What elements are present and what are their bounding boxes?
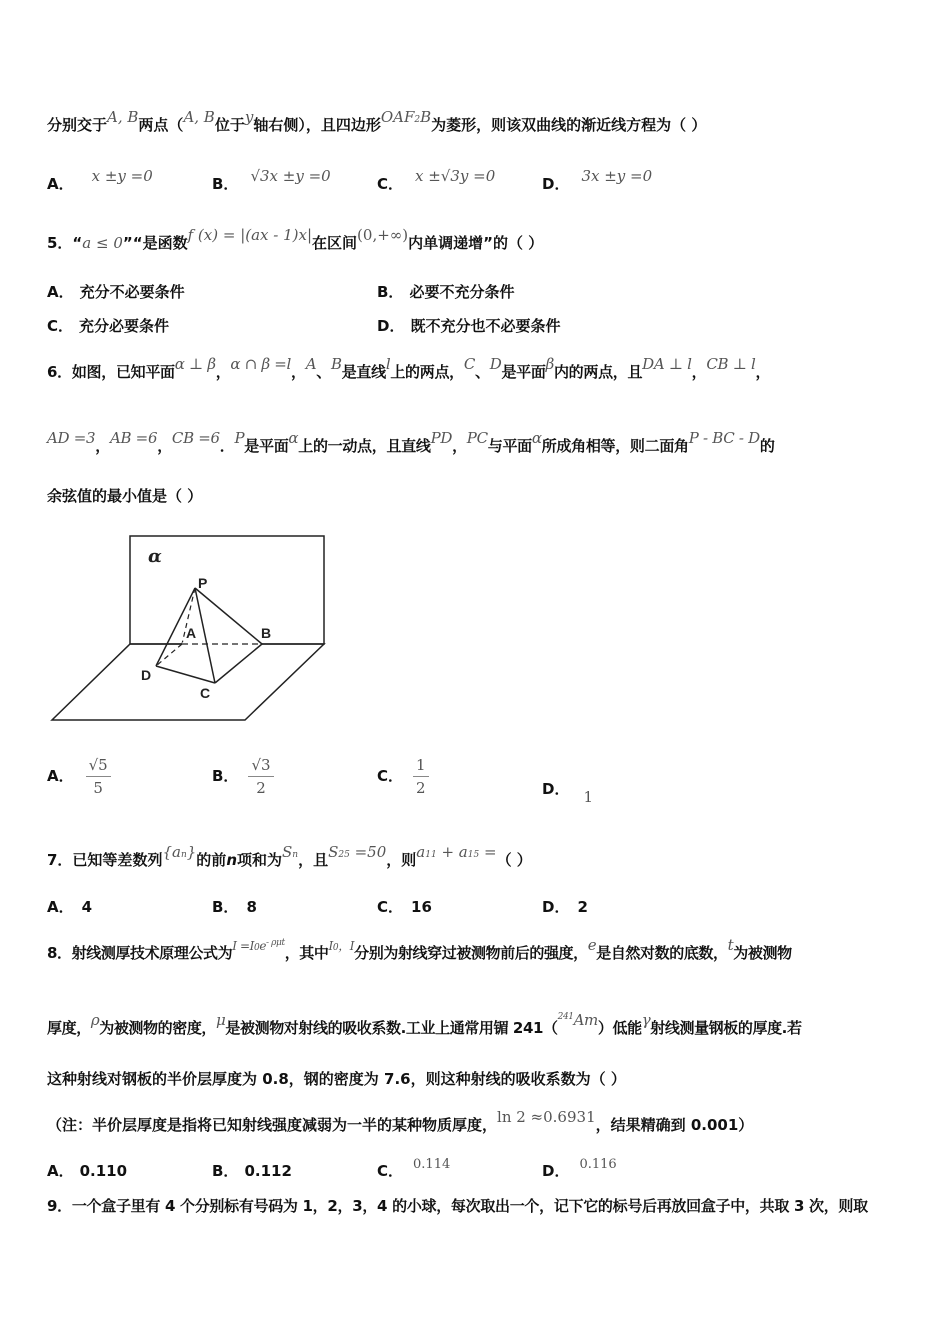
label-d: D (141, 667, 152, 683)
edge-dc (156, 666, 215, 683)
option-label: A． (47, 898, 74, 916)
q6-math: P (234, 429, 245, 447)
option-fraction (413, 756, 429, 797)
q6-math: A (305, 355, 317, 373)
q6-math: B (331, 355, 342, 373)
q6-text: 上的一动点，且直线 (298, 437, 431, 455)
q6-text: 6．如图，已知平面 (47, 363, 175, 381)
q6-math: CB ⊥ l (706, 355, 756, 373)
q6-text: ， (452, 437, 467, 455)
q5-math-interval: (0,+∞) (357, 226, 409, 244)
q8-math-formula (232, 939, 284, 953)
q4-text: 分别交于 (47, 116, 108, 134)
q6-math: α (288, 429, 299, 447)
option-label: C． (47, 317, 74, 335)
math-part: Am (573, 1011, 598, 1029)
q7-math-sum (416, 843, 496, 861)
q6-text: 是直线 (341, 363, 386, 381)
math-sub: n (180, 850, 187, 860)
q8-math: ρ (90, 1011, 100, 1029)
q6-text: ， (215, 363, 231, 381)
q4-text: 两点（ (138, 116, 184, 134)
q4-math-quad (381, 108, 431, 126)
q6-math: P - BC - D (688, 429, 760, 447)
q6-math: β (545, 355, 554, 373)
math-sup: - ρμt (266, 938, 285, 948)
q7-math-seq (162, 843, 196, 861)
q6-math: α ∩ β =l (230, 355, 292, 373)
q8-option-b[interactable] (212, 1160, 292, 1181)
q4-text: 位于 (214, 116, 245, 134)
q8-text: 为被测物的密度， (99, 1019, 217, 1037)
fraction-denominator: 5 (93, 779, 103, 797)
label-b: B (261, 625, 272, 641)
q8-math: t (727, 936, 734, 954)
math-sub: n (292, 850, 299, 860)
fraction-denominator: 2 (416, 779, 426, 797)
q8-math-i (329, 939, 355, 953)
q7-text: 7．已知等差数列 (47, 851, 163, 869)
option-text: 0.112 (244, 1162, 292, 1180)
q6-text: 所成角相等，则二面角 (541, 437, 689, 455)
option-text: 既不充分也不必要条件 (410, 317, 561, 335)
q8-text: 8．射线测厚技术原理公式为 (47, 944, 233, 962)
q8-text: 分别为射线穿过被测物前后的强度， (354, 944, 588, 962)
option-math: 0.116 (579, 1157, 617, 1172)
q5-math: a ≤ 0 (82, 234, 123, 252)
math-part: {a (162, 843, 181, 861)
q7-text: ，则 (386, 851, 417, 869)
q6-text: 、 (475, 363, 490, 381)
q7-option-d[interactable] (542, 896, 588, 917)
math-part: I =I (232, 939, 254, 953)
option-math: 3x ±y =0 (581, 167, 653, 185)
q6-text: ， (291, 363, 306, 381)
q5-text: 在区间 (312, 234, 358, 252)
math-part: + a (436, 843, 468, 861)
option-text: 4 (81, 898, 93, 916)
option-label: D． (542, 780, 570, 798)
q5-option-c[interactable] (47, 315, 169, 336)
math-part: S (328, 843, 339, 861)
q4-math-sub: 2 (414, 115, 421, 125)
q4-math-part: B (420, 108, 432, 126)
q8-math: e (587, 936, 597, 954)
q6-math: C (463, 355, 476, 373)
option-label: B． (212, 767, 239, 785)
q6-text: 的 (759, 437, 775, 455)
option-math: x ±√3y =0 (415, 167, 496, 185)
q8-text: ）低能 (597, 1019, 642, 1037)
option-math: x ±y =0 (91, 167, 153, 185)
q5-text: 内单调递增”的（ ） (408, 234, 544, 252)
option-label: C． (377, 898, 404, 916)
q4-math-ab: A, B (107, 108, 139, 126)
q4-option-a[interactable] (47, 167, 153, 194)
q6-stem-line-1 (47, 355, 771, 382)
label-p: P (198, 575, 208, 591)
option-fraction (248, 756, 273, 797)
q8-note-line (47, 1108, 754, 1135)
q4-stem-line (47, 108, 707, 135)
q4-math-ab: A, B (183, 108, 215, 126)
q5-text: 5．“ (47, 234, 83, 252)
math-part: e (259, 939, 267, 953)
option-math: 0.114 (413, 1157, 451, 1172)
q7-text: 的前 (196, 851, 227, 869)
option-label: C． (377, 767, 404, 785)
plane-beta (52, 644, 324, 720)
option-label: D． (377, 317, 405, 335)
q6-text: ， (157, 437, 172, 455)
math-sub: 25 (338, 850, 350, 860)
q8-math: γ (641, 1011, 651, 1029)
q7-text: （ ） (496, 851, 532, 869)
math-part: } (186, 843, 197, 861)
q8-text: 为被测物 (733, 944, 792, 962)
q6-option-d[interactable] (542, 778, 593, 806)
q6-math: α ⊥ β (174, 355, 216, 373)
option-label: C． (377, 1162, 404, 1180)
q4-text: 为菱形，则该双曲线的渐近线方程为（ ） (431, 116, 707, 134)
q6-text: ， (755, 363, 771, 381)
option-text: 0.110 (79, 1162, 128, 1180)
q6-text: 内的两点，且 (553, 363, 643, 381)
option-label: B． (377, 283, 404, 301)
fraction-numerator: √3 (248, 756, 273, 777)
q5-option-a[interactable] (47, 281, 185, 302)
q8-text: （注：半价层厚度是指将已知射线强度减弱为一半的某种物质厚度， (47, 1116, 498, 1134)
option-text: 8 (246, 898, 257, 916)
math-sub: 0 (332, 943, 339, 953)
label-alpha: α (148, 546, 162, 567)
q8-option-a[interactable] (47, 1160, 127, 1181)
fraction-numerator: √5 (86, 756, 111, 777)
q7-text-n: n (226, 851, 237, 869)
q6-stem-line-2 (47, 429, 775, 456)
q6-text: 是平面 (501, 363, 546, 381)
q6-text: ． (219, 437, 235, 455)
q4-math-part: OAF (380, 108, 415, 126)
fraction-denominator: 2 (256, 779, 266, 797)
q5-text: ”“是函数 (122, 234, 188, 252)
edge-cb (215, 644, 262, 683)
q5-math-function: f (x) = |(ax - 1)x| (187, 226, 313, 244)
q6-stem-line-3: 余弦值的最小值是（ ） (47, 487, 203, 505)
q8-math: μ (216, 1011, 226, 1029)
q9-stem-line: 9．一个盒子里有 4 个分别标有号码为 1，2，3，4 的小球，每次取出一个，记下它的标号后再放回盒子中，共取 3 次，则取 (47, 1197, 868, 1215)
q7-option-c[interactable] (377, 896, 432, 917)
q6-math: D (489, 355, 502, 373)
option-label: B． (212, 898, 239, 916)
option-text: 16 (411, 898, 432, 916)
math-sup: 241 (557, 1012, 574, 1022)
q8-text: 射线测量钢板的厚度.若 (650, 1019, 802, 1037)
q4-math-y: y (244, 108, 254, 126)
math-part: = (479, 843, 497, 861)
q7-text: 项和为 (237, 851, 283, 869)
q6-option-a[interactable] (47, 756, 111, 797)
q4-option-b[interactable] (212, 167, 331, 194)
q6-math: AD =3 (47, 429, 96, 447)
label-a: A (186, 625, 197, 641)
q8-text: 厚度， (47, 1019, 91, 1037)
option-fraction (86, 756, 111, 797)
q7-option-b[interactable] (212, 896, 257, 917)
q7-text: ，且 (298, 851, 329, 869)
option-math: 1 (583, 788, 593, 806)
math-part: =50 (349, 843, 387, 861)
q5-option-b[interactable] (377, 281, 514, 302)
option-label: D． (542, 175, 570, 193)
q6-text: 是平面 (244, 437, 289, 455)
option-label: D． (542, 1162, 570, 1180)
math-part: S (282, 843, 293, 861)
option-label: A． (47, 767, 74, 785)
q6-text: 、 (316, 363, 331, 381)
option-text: 2 (577, 898, 588, 916)
q6-math: CB =6 (171, 429, 220, 447)
option-label: C． (377, 175, 404, 193)
option-text: 必要不充分条件 (409, 283, 515, 301)
option-label: B． (212, 1162, 239, 1180)
q6-math: PC (466, 429, 488, 447)
q8-text: ，其中 (284, 944, 329, 962)
q8-stem-line-1 (47, 936, 792, 963)
q6-math: α (531, 429, 542, 447)
q6-text: ， (95, 437, 110, 455)
math-sub: 15 (467, 850, 480, 860)
q4-text: 轴右侧），且四边形 (253, 116, 381, 134)
option-label: A． (47, 1162, 74, 1180)
q7-stem-line (47, 843, 532, 870)
q8-text: 是自然对数的底数， (596, 944, 728, 962)
math-part: ，I (338, 939, 355, 953)
option-label: D． (542, 898, 570, 916)
math-sub: 0 (254, 943, 260, 953)
q6-math: DA ⊥ l (642, 355, 692, 373)
option-math: √3x ±y =0 (250, 167, 331, 185)
q6-figure (40, 528, 340, 728)
q8-option-c[interactable] (377, 1157, 451, 1181)
q7-option-a[interactable] (47, 896, 92, 917)
option-label: B． (212, 175, 239, 193)
math-sub: 11 (425, 850, 437, 860)
q8-math-am (558, 1011, 598, 1029)
q7-math-s25 (328, 843, 386, 861)
math-part: a (416, 843, 426, 861)
q8-stem-line-3: 这种射线对钢板的半价层厚度为 0.8，钢的密度为 7.6，则这种射线的吸收系数为（ ） (47, 1070, 626, 1088)
q8-text: 是被测物对射线的吸收系数.工业上通常用镅 241（ (225, 1019, 558, 1037)
q4-option-d[interactable] (542, 167, 653, 194)
math-part: I (328, 939, 333, 953)
q4-option-c[interactable] (377, 167, 496, 194)
q5-option-d[interactable] (377, 315, 560, 336)
option-label: A． (47, 175, 74, 193)
option-label: A． (47, 283, 74, 301)
q6-text: 与平面 (487, 437, 532, 455)
q8-math-ln2: ln 2 ≈0.6931 (497, 1108, 596, 1126)
q6-math: PD (430, 429, 453, 447)
q6-option-b[interactable] (212, 756, 274, 797)
q6-option-c[interactable] (377, 756, 429, 797)
label-c: C (200, 685, 211, 701)
q8-option-d[interactable] (542, 1157, 617, 1181)
q6-text: ， (691, 363, 707, 381)
q6-math: AB =6 (109, 429, 158, 447)
option-text: 充分不必要条件 (79, 283, 185, 301)
option-text: 充分必要条件 (79, 317, 170, 335)
q6-text: 上的两点， (390, 363, 464, 381)
q6-math: l (385, 355, 391, 373)
q7-math-sn (282, 843, 298, 861)
q5-stem-line (47, 226, 544, 253)
q8-stem-line-2 (47, 1011, 802, 1038)
q8-text: ，结果精确到 0.001） (595, 1116, 754, 1134)
edge-ad (156, 644, 182, 666)
fraction-numerator: 1 (413, 756, 429, 777)
